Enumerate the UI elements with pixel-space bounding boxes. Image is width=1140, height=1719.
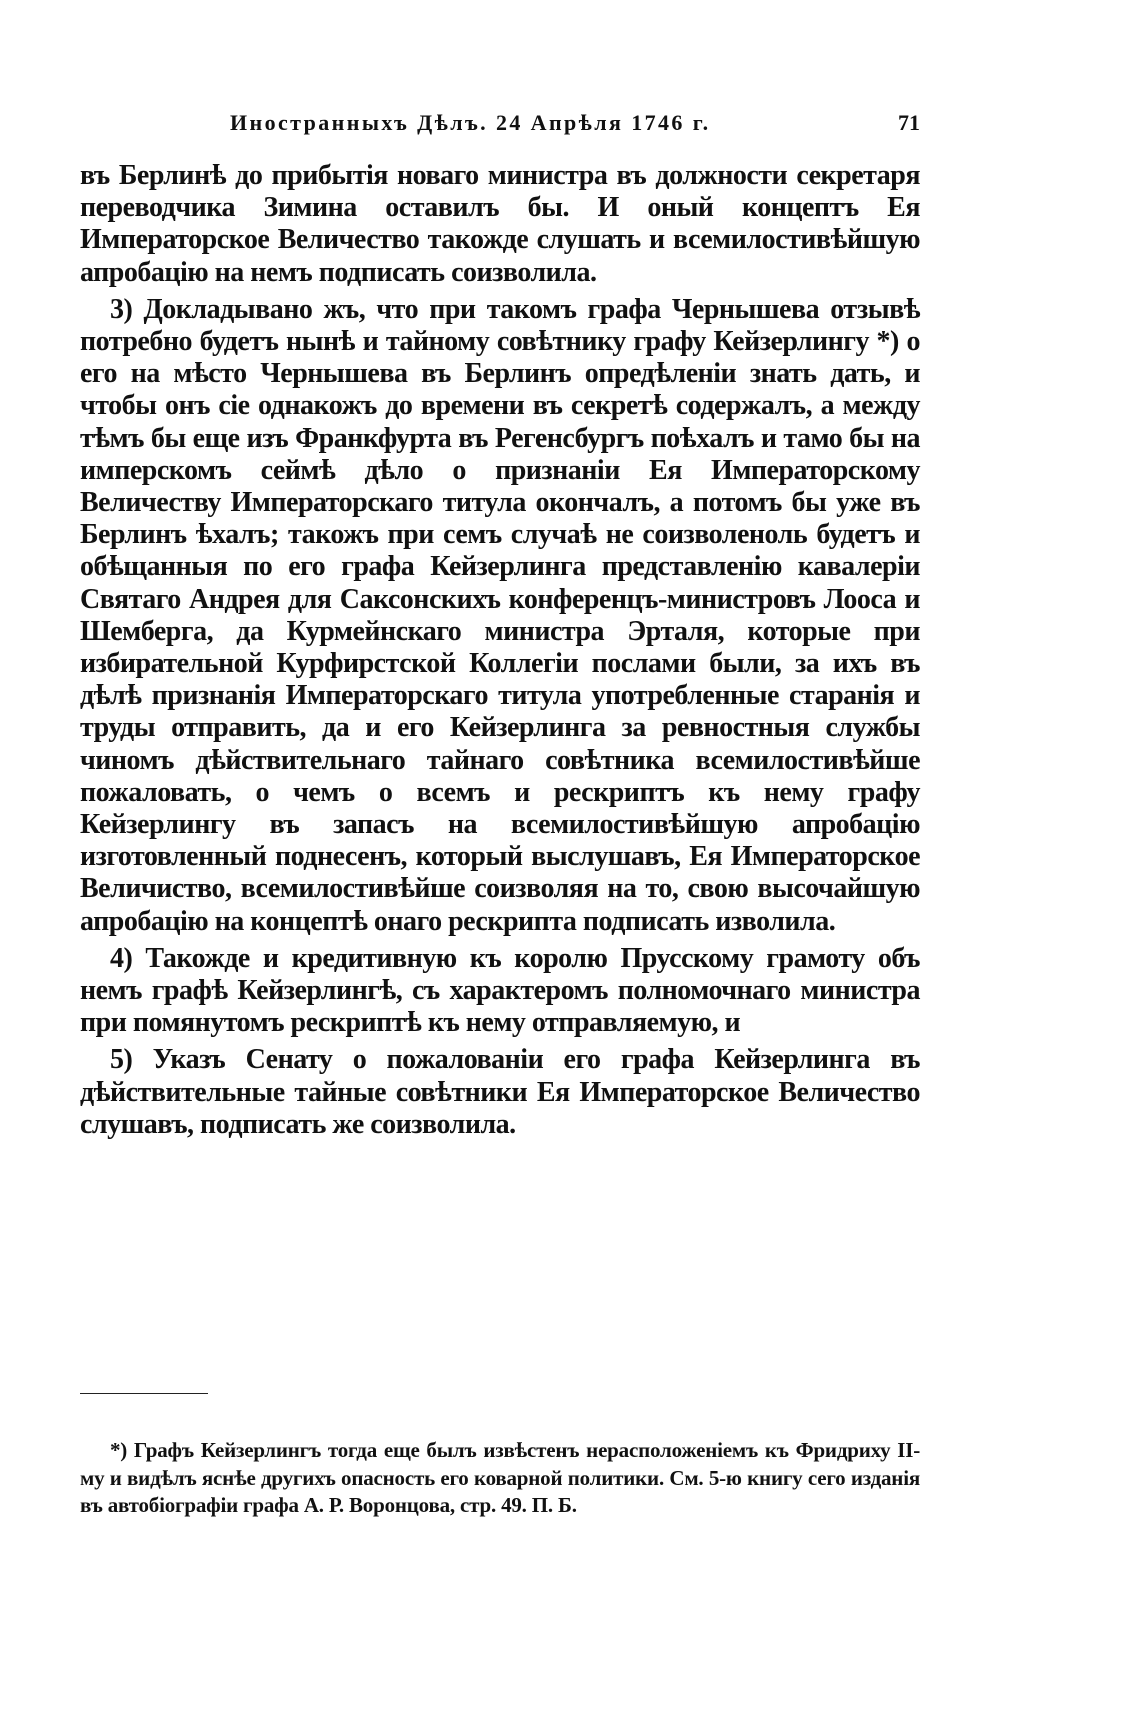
- running-head: [80, 110, 920, 144]
- paragraph-item-5: 5) Указъ Сенату о пожалованіи его графа Кейзерлинга въ дѣйствительные тайные совѣтники Ея Императорское Величество слушавъ, подписать же соизволила.: [80, 1044, 920, 1140]
- paragraph-item-3: 3) Докладывано жъ, что при такомъ графа Чернышева отзывѣ потребно будетъ нынѣ и тайному совѣтнику графу Кейзерлингу *) о его на мѣсто Чернышева въ Берлинъ опредѣленіи знать дать, и чтобы онъ сіе однакожъ до времени въ секретѣ содержалъ, а между тѣмъ бы еще изъ Франкфурта въ Регенсбургъ поѣхалъ и тамо бы на имперскомъ сеймѣ дѣло о признаніи Ея Императорскому Величеству Императорскаго титула окончалъ, а потомъ бы уже въ Берлинъ ѣхалъ; такожъ при семъ случаѣ не соизволеноль будетъ и обѣщанныя по его графа Кейзерлинга представленію кавалеріи Святаго Андрея для Саксонскихъ конференцъ-министровъ Лооса и Шемберга, да Курмейнскаго министра Эрталя, которые при избирательной Курфирстской Коллегіи послами были, за ихъ въ дѣлѣ признанія Императорскаго титула употребленные старанія и труды отправить, да и его Кейзерлинга за ревностныя службы чиномъ дѣйствительнаго тайнаго совѣтника всемилостивѣйше пожаловать, о чемъ о всемъ и рескриптъ къ нему графу Кейзерлингу въ запасъ на всемилостивѣйшую апробацію изготовленный поднесенъ, который выслушавъ, Ея Императорское Величиство, всемилостивѣйше соизволяя на то, свою высочайшую апробацію на концептѣ онаго рескрипта подписать изволила.: [80, 293, 920, 937]
- main-text: [80, 160, 920, 1146]
- paragraph-continuation: въ Берлинѣ до прибытія новаго министра въ должности секретаря переводчика Зимина оставилъ бы. И оный концептъ Ея Императорское Величество такожде слушать и всемилостивѣйшую апробацію на немъ подписать соизволила.: [80, 160, 920, 288]
- footnote: *) Графъ Кейзерлингъ тогда еще былъ извѣстенъ нерасположеніемъ къ Фридриху II-му и видѣлъ яснѣе другихъ опасность его коварной политики. См. 5-ю книгу сего изданія въ автобіографіи графа А. Р. Воронцова, стр. 49. П. Б.: [80, 1438, 920, 1517]
- document-page: [80, 0, 920, 1719]
- footnote-divider: [80, 1393, 208, 1394]
- page-number: 71: [898, 110, 920, 135]
- running-title: Иностранныхъ Дѣлъ. 24 Апрѣля 1746 г.: [230, 110, 711, 135]
- paragraph-item-4: 4) Такожде и кредитивную къ королю Прусскому грамоту объ немъ графѣ Кейзерлингѣ, съ характеромъ полномочнаго министра при помянутомъ рескриптѣ къ нему отправляемую, и: [80, 942, 920, 1039]
